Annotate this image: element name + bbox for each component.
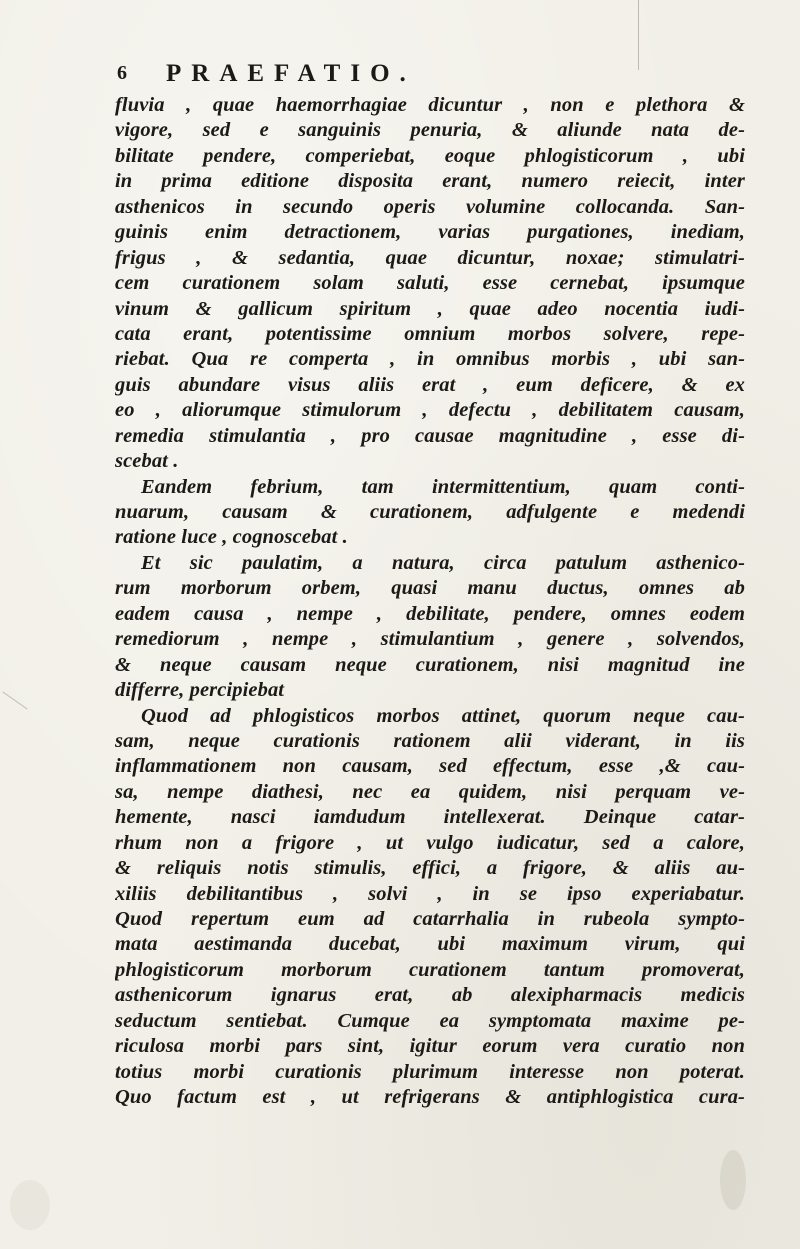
text-line: rum morborum orbem, quasi manu ductus, omnes ab xyxy=(115,577,745,600)
text-line: eadem causa , nempe , debilitate, pendere, omnes eodem xyxy=(115,602,745,625)
text-line: fluvia , quae haemorrhagiae dicuntur , non e plethora & xyxy=(115,94,745,116)
text-line: riebat. Qua re comperta , in omnibus morbis , ubi san- xyxy=(115,348,745,371)
text-line: Quod repertum eum ad catarrhalia in rubeola sympto- xyxy=(115,908,745,930)
text-line: nuarum, causam & curationem, adfulgente e medendi xyxy=(115,501,745,523)
text-line: frigus , & sedantia, quae dicuntur, noxae; stimulatri- xyxy=(115,246,745,269)
paragraph-end-line: differre, percipiebat xyxy=(115,679,285,702)
page-number: 6 xyxy=(117,62,127,84)
text-line: remedia stimulantia , pro causae magnitudine , esse di- xyxy=(115,424,745,447)
text-line: hemente, nasci iamdudum intellexerat. Deinque catar- xyxy=(115,806,745,829)
text-line: & reliquis notis stimulis, effici, a frigore, & aliis au- xyxy=(115,857,745,880)
paragraph-start-line: Quod ad phlogisticos morbos attinet, quorum neque cau- xyxy=(141,704,745,727)
text-line: asthenicos in secundo operis volumine collocanda. San- xyxy=(115,195,745,218)
text-line: vinum & gallicum spiritum , quae adeo nocentia iudi- xyxy=(115,297,745,320)
text-line: sam, neque curationis rationem alii viderant, in iis xyxy=(115,729,745,752)
text-line: vigore, sed e sanguinis penuria, & aliunde nata de- xyxy=(115,119,745,142)
text-line: cata erant, potentissime omnium morbos solvere, repe- xyxy=(115,322,745,345)
text-line: riculosa morbi pars sint, igitur eorum vera curatio non xyxy=(115,1035,745,1058)
running-head xyxy=(117,60,737,90)
text-line: sa, nempe diathesi, nec ea quidem, nisi perquam ve- xyxy=(115,780,745,803)
paragraph-start-line: Eandem febrium, tam intermittentium, quam conti- xyxy=(141,475,745,498)
body-text xyxy=(115,93,745,1111)
stain-mark-left xyxy=(10,1180,50,1230)
text-line: & neque causam neque curationem, nisi magnitud ine xyxy=(115,653,745,676)
text-line: eo , aliorumque stimulorum , defectu , debilitatem causam, xyxy=(115,399,745,422)
text-line: rhum non a frigore , ut vulgo iudicatur, sed a calore, xyxy=(115,831,745,854)
text-line: phlogisticorum morborum curationem tantum promoverat, xyxy=(115,958,745,981)
running-title: PRAEFATIO. xyxy=(166,60,416,87)
text-line: inflammationem non causam, sed effectum, esse ,& cau- xyxy=(115,755,745,778)
text-line: seductum sentiebat. Cumque ea symptomata maxime pe- xyxy=(115,1009,745,1032)
text-line: cem curationem solam saluti, esse cernebat, ipsumque xyxy=(115,272,745,295)
text-line: guis abundare visus aliis erat , eum deficere, & ex xyxy=(115,373,745,396)
text-line: mata aestimanda ducebat, ubi maximum virum, qui xyxy=(115,933,745,956)
stain-mark xyxy=(720,1150,746,1210)
binding-mark-left xyxy=(2,691,27,709)
text-line: in prima editione disposita erant, numero reiecit, inter xyxy=(115,170,745,193)
text-line: xiliis debilitantibus , solvi , in se ipso experiabatur. xyxy=(115,882,745,905)
text-line: asthenicorum ignarus erat, ab alexipharmacis medicis xyxy=(115,984,745,1007)
text-line: guinis enim detractionem, varias purgationes, inediam, xyxy=(115,221,745,244)
paragraph-start-line: Et sic paulatim, a natura, circa patulum asthenico- xyxy=(141,551,745,574)
text-line: totius morbi curationis plurimum interesse non poterat. xyxy=(115,1060,745,1083)
text-line: bilitate pendere, comperiebat, eoque phlogisticorum , ubi xyxy=(115,144,745,167)
paragraph-end-line: scebat . xyxy=(115,450,179,473)
text-line: remediorum , nempe , stimulantium , genere , solvendos, xyxy=(115,628,745,651)
text-line: Quo factum est , ut refrigerans & antiphlogistica cura- xyxy=(115,1086,745,1109)
paragraph-end-line: ratione luce , cognoscebat . xyxy=(115,526,348,549)
